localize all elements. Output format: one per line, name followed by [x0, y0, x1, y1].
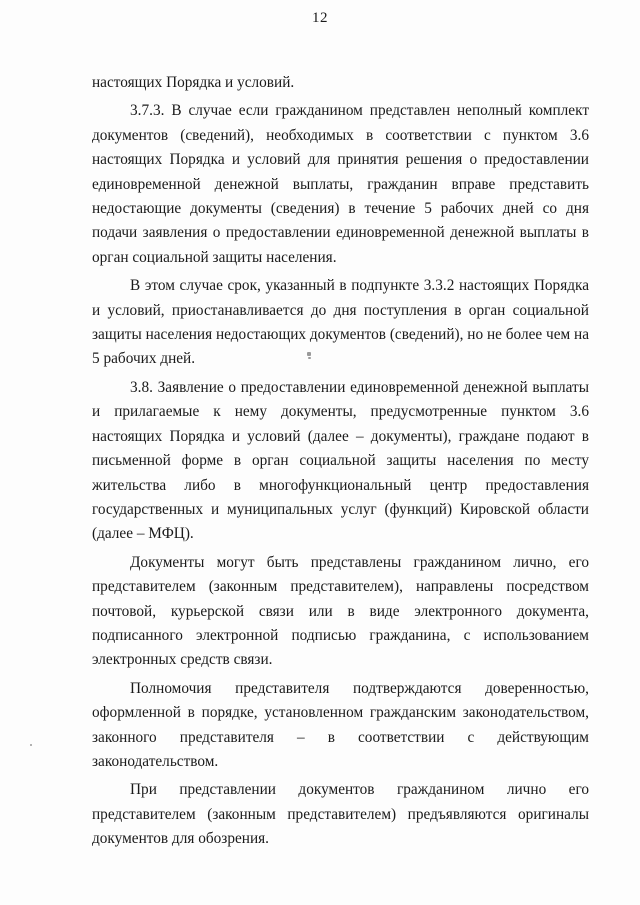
page-number: 12: [312, 10, 328, 26]
paragraph-continuation: настоящих Порядка и условий.: [92, 74, 295, 91]
paragraph-submission-methods: Документы могут быть представлены гражданином лично, его представителем (законным представителем), направлены посредством почтовой, курьерской связи или в виде электронного документа, подписанного электронной подписью гражданина, с использованием электронных средств связи.: [92, 553, 589, 669]
scan-speck: [308, 357, 311, 359]
paragraph-3-8: 3.8. Заявление о предоставлении единовременной денежной выплаты и прилагаемые к нему документы, предусмотренные пунктом 3.6 настоящих Порядка и условий (далее – документы), граждане подают в письменной форме в орган социальной защиты населения по месту жительства либо в многофункциональный центр предоставления государственных и муниципальных услуг (функций) Кировской области (далее – МФЦ).: [92, 378, 589, 543]
scan-speck: [30, 744, 32, 746]
paragraph-original-documents: При представлении документов гражданином лично его представителем (законным представителем) предъявляются оригиналы документов для обозрения.: [92, 781, 589, 848]
scan-speck: [307, 352, 311, 356]
paragraph-deadline-suspension: В этом случае срок, указанный в подпункте 3.3.2 настоящих Порядка и условий, приостанавливается до дня поступления в орган социальной защиты населения недостающих документов (сведений), но не более чем на 5 рабочих дней.: [92, 277, 589, 368]
paragraph-3-7-3: 3.7.3. В случае если гражданином представлен неполный комплект документов (сведений), необходимых в соответствии с пунктом 3.6 настоящих Порядка и условий для принятия решения о предоставлении единовременной денежной выплаты, гражданин вправе представить недостающие документы (сведения) в течение 5 рабочих дней со дня подачи заявления о предоставлении единовременной денежной выплаты в орган социальной защиты населения.: [92, 102, 589, 266]
document-body: [92, 71, 589, 852]
paragraph-representative-authority: Полномочия представителя подтверждаются доверенностью, оформленной в порядке, установленном гражданским законодательством, законного представителя – в соответствии с действующим законодательством.: [92, 679, 589, 770]
